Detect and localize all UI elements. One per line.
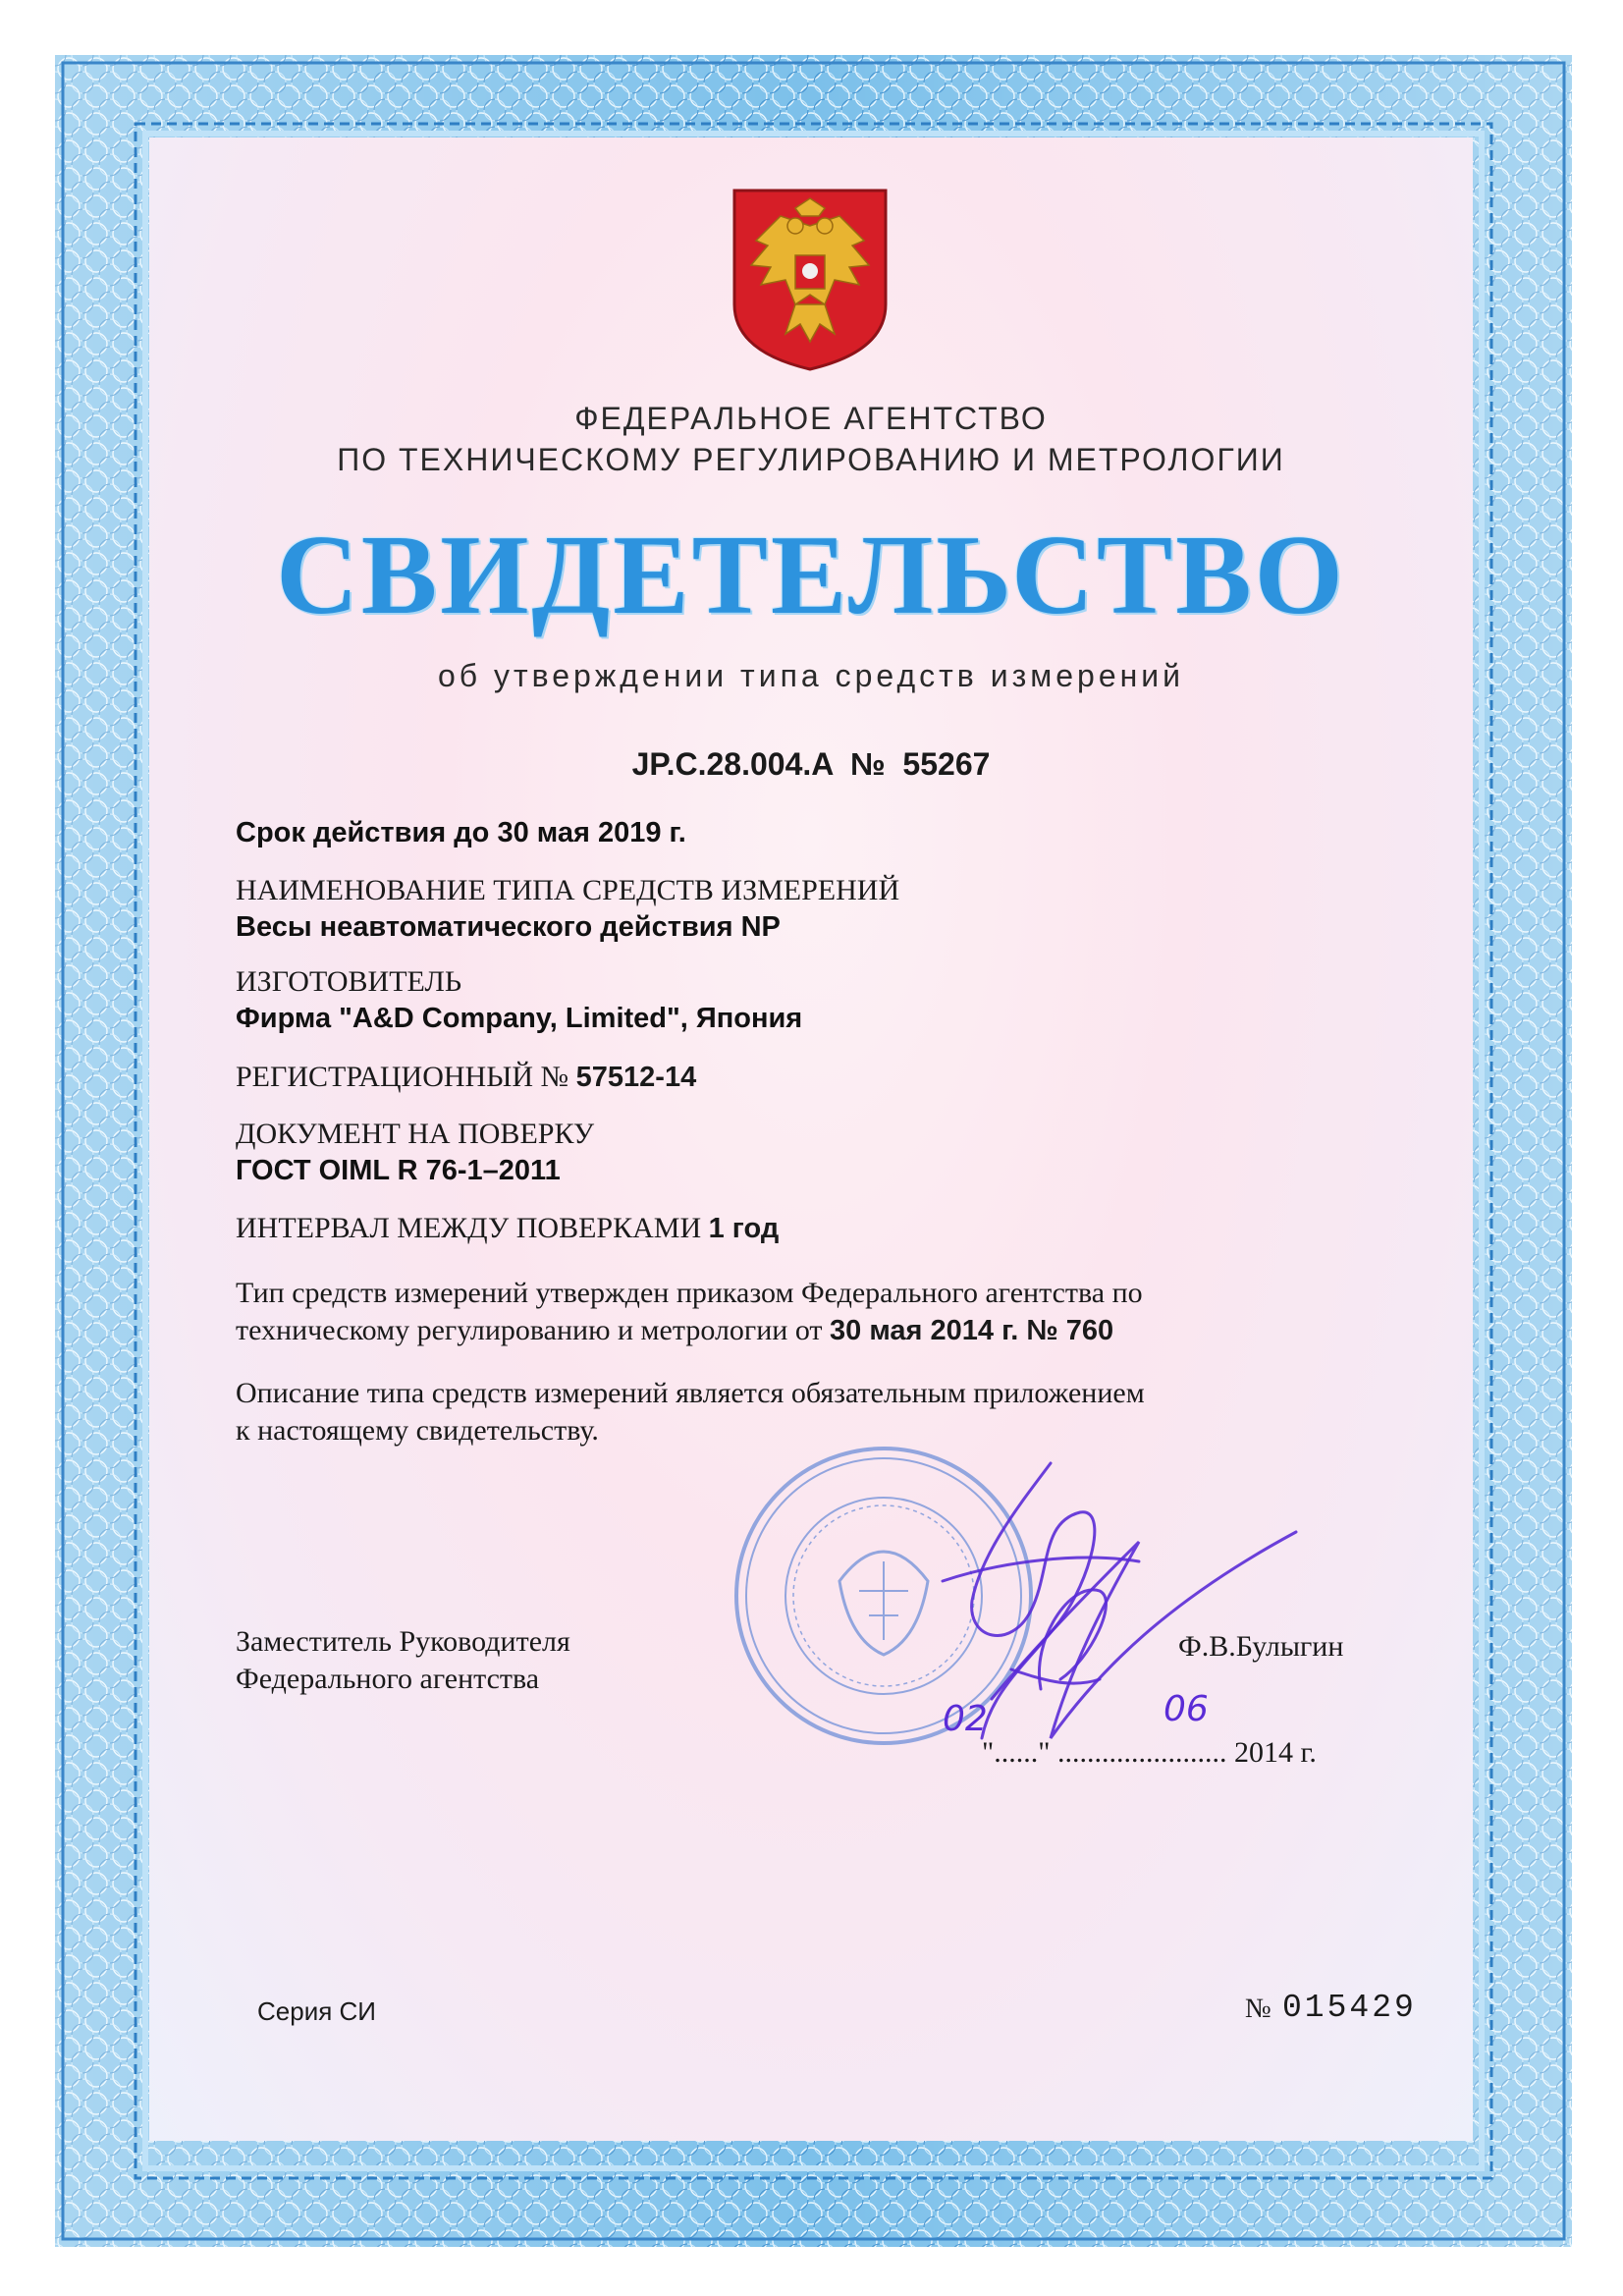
signing-date: "......" ....................... 2014 г.: [982, 1736, 1317, 1769]
agency-name-line-1: ФЕДЕРАЛЬНОЕ АГЕНТСТВО: [574, 401, 1048, 436]
verification-doc-value: ГОСТ OIML R 76-1–2011: [236, 1155, 561, 1186]
validity-date: Срок действия до 30 мая 2019 г.: [236, 817, 686, 848]
type-value: Весы неавтоматического действия NP: [236, 911, 781, 943]
description-line-1: Описание типа средств измерений является обязательным приложением: [236, 1377, 1145, 1409]
interval-value: 1 год: [708, 1213, 780, 1244]
approval-order-number: 30 мая 2014 г. № 760: [830, 1315, 1114, 1346]
signatory-name: Ф.В.Булыгин: [1178, 1630, 1344, 1663]
manufacturer-label: ИЗГОТОВИТЕЛЬ: [236, 965, 462, 998]
document-subtitle: об утверждении типа средств измерений: [437, 658, 1185, 693]
certificate-number: JP.C.28.004.A № 55267: [631, 746, 991, 782]
approval-line-1: Тип средств измерений утвержден приказом Федерального агентства по: [236, 1277, 1143, 1309]
registration-row: [236, 1061, 696, 1094]
interval-row: [236, 1212, 779, 1245]
handwritten-day: 02: [943, 1699, 988, 1739]
series-label: Серия СИ: [257, 1996, 376, 2026]
signatory-title-line-1: Заместитель Руководителя: [236, 1625, 570, 1658]
serial-number-label: №: [1245, 1994, 1271, 2024]
interval-label: ИНТЕРВАЛ МЕЖДУ ПОВЕРКАМИ: [236, 1212, 709, 1244]
registration-label: РЕГИСТРАЦИОННЫЙ №: [236, 1061, 576, 1093]
registration-number: 57512-14: [575, 1062, 697, 1093]
manufacturer-value: Фирма "A&D Company, Limited", Япония: [236, 1003, 803, 1034]
document-title: СВИДЕТЕЛЬСТВО: [276, 513, 1346, 638]
description-line-2: к настоящему свидетельству.: [236, 1414, 599, 1447]
approval-line-2: [236, 1312, 1392, 1349]
agency-name-line-2: ПО ТЕХНИЧЕСКОМУ РЕГУЛИРОВАНИЮ И МЕТРОЛОГИИ: [337, 442, 1285, 477]
approval-line-2-text: техническому регулированию и метрологии от: [236, 1314, 831, 1346]
signatory-title-line-2: Федерального агентства: [236, 1663, 540, 1695]
serial-number: 015429: [1282, 1990, 1417, 2026]
verification-doc-label: ДОКУМЕНТ НА ПОВЕРКУ: [236, 1118, 595, 1150]
type-label: НАИМЕНОВАНИЕ ТИПА СРЕДСТВ ИЗМЕРЕНИЙ: [236, 874, 900, 906]
coat-of-arms-icon: [727, 187, 893, 373]
handwritten-month: 06: [1163, 1689, 1209, 1729]
